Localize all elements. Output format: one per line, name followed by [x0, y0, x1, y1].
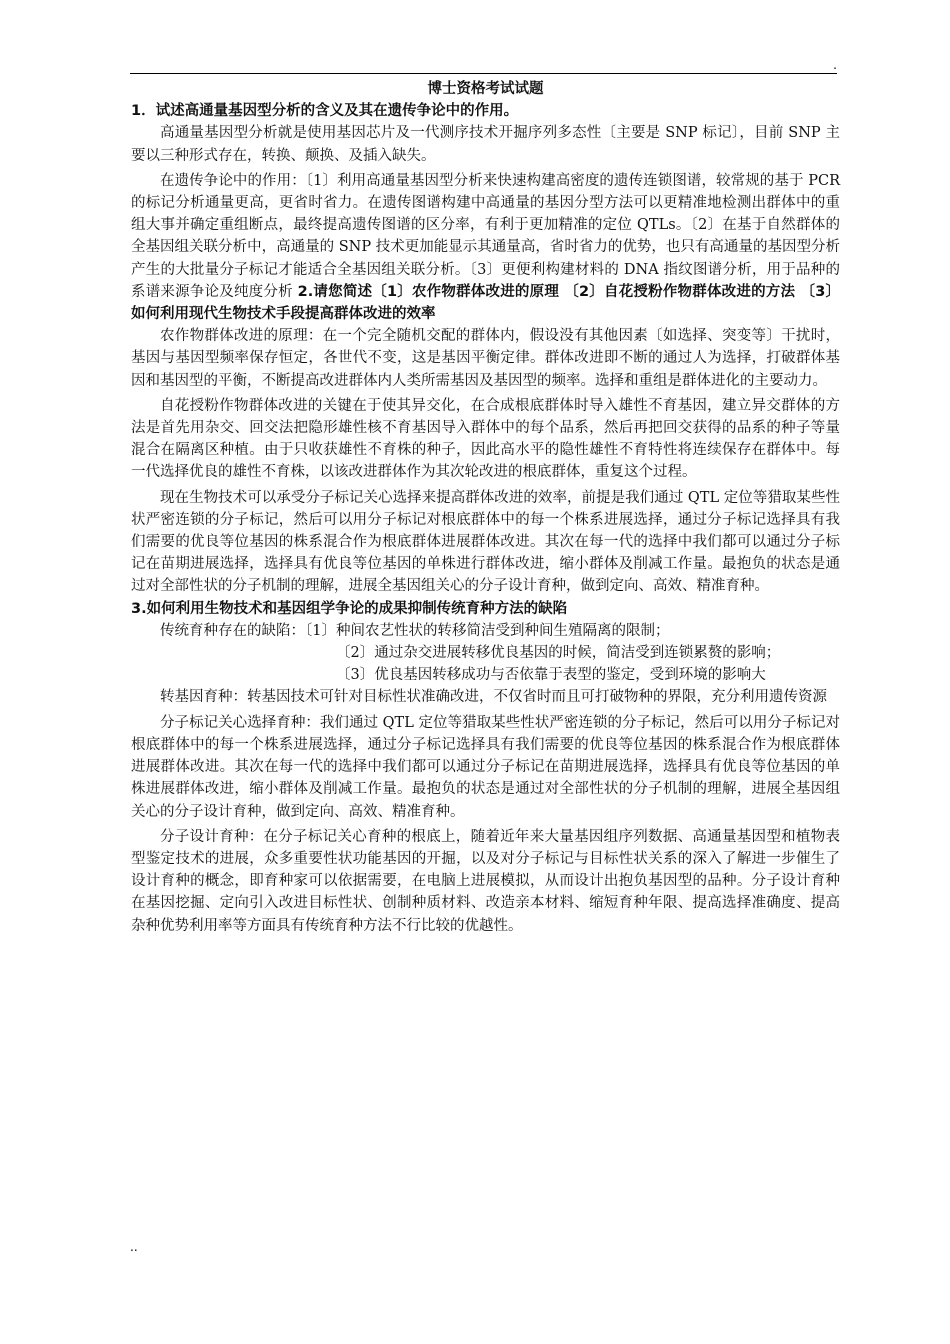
q2-paragraph-selfing: 自花授粉作物群体改进的关键在于使其异交化，在合成根底群体时导入雄性不育基因，建立异交群体的方法是首先用杂交、回交法把隐形雄性核不育基因导入群体中的每个品系，然后再把回交获得的品系的种子等量混合在隔离区种植。由于只收获雄性不育株的种子，因此高水平的隐性雄性不育特性将连续保存在群体中。每一代选择优良的雄性不育株，以该改进群体作为其次轮改进的根底群体，重复这个过程。: [131, 397, 840, 481]
question-3-heading: 3.如何利用生物技术和基因组学争论的成果抑制传统育种方法的缺陷: [131, 600, 568, 617]
document-title: 博士资格考试试题: [427, 81, 544, 97]
document-body: [131, 78, 840, 937]
q3-paragraph-mas: 分子标记关心选择育种：我们通过 QTL 定位等猎取某些性状严密连锁的分子标记，然后可以用分子标记对根底群体中的每一个株系进展选择，通过分子标记选择具有我们需要的优良等位基因的株系混合作为根底群体进展群体改进。其次在每一代的选择中我们都可以通过分子标记在苗期进展选择，选择具有优良等位基因的单株进展群体改进，缩小群体及削减工作量。最抱负的状态是通过对全部性状的分子机制的理解，进展全基因组关心的分子设计育种，做到定向、高效、精准育种。: [131, 714, 840, 820]
q2-paragraph-principle: 农作物群体改进的原理：在一个完全随机交配的群体内，假设没有其他因素〔如选择、突变等〕干扰时，基因与基因型频率保存恒定，各世代不变，这是基因平衡定律。群体改进即不断的通过人为选择，打破群体基因和基因型的平衡，不断提高改进群体内人类所需基因及基因型的频率。选择和重组是群体进化的主要动力。: [131, 328, 840, 389]
q2-paragraph-biotech: 现在生物技术可以承受分子标记关心选择来提高群体改进的效率，前提是我们通过 QTL 定位等猎取某些性状严密连锁的分子标记，然后可以用分子标记对根底群体中的每一个株系进展选择，通过分子标记选择具有我们需要的优良等位基因的株系混合作为根底群体进展群体改进。其次在每一代的选择中我们都可以通过分子标记在苗期进展选择，选择具有优良等位基因的单株进行群体改进，缩小群体及削减工作量。最抱负的状态是通过对全部性状的分子机制的理解，进展全基因组关心的分子设计育种，做到定向、高效、精准育种。: [131, 489, 840, 595]
question-2-heading: 2.请您简述〔1〕农作物群体改进的原理 〔2〕自花授粉作物群体改进的方法 〔3〕如何利用现代生物技术手段提高群体改进的效率: [131, 283, 840, 323]
question-1-heading: 1．试述高通量基因型分析的含义及其在遗传争论中的作用。: [131, 103, 519, 120]
q3-defect-2: 〔2〕通过杂交进展转移优良基因的时候，简洁受到连锁累赘的影响；: [336, 645, 781, 662]
q3-defect-3: 〔3〕优良基因转移成功与否依靠于表型的鉴定，受到环境的影响大: [336, 667, 766, 684]
q3-paragraph-transgenic: 转基因育种：转基因技术可针对目标性状准确改进，不仅省时而且可打破物种的界限，充分利用遗传资源: [160, 689, 827, 706]
q1-paragraph-definition: 高通量基因型分析就是使用基因芯片及一代测序技术开掘序列多态性〔主要是 SNP 标记〕，目前 SNP 主要以三种形式存在，转换、颠换、及插入缺失。: [131, 125, 840, 164]
q3-defect-1: 传统育种存在的缺陷：〔1〕种间农艺性状的转移简洁受到种间生殖隔离的限制；: [160, 622, 670, 639]
q3-paragraph-design: 分子设计育种：在分子标记关心育种的根底上，随着近年来大量基因组序列数据、高通量基因型和植物表型鉴定技术的进展，众多重要性状功能基因的开掘，以及对分子标记与目标性状关系的深入了解进一步催生了设计育种的概念，即育种家可以依据需要，在电脑上进展模拟，从而设计出抱负基因型的品种。分子设计育种在基因挖掘、定向引入改进目标性状、创制种质材料、改造亲本材料、缩短育种年限、提高选择准确度、提高杂种优势利用率等方面具有传统育种方法不行比较的优越性。: [131, 828, 840, 934]
header-mark: .: [833, 58, 837, 72]
q1-paragraph-role: [131, 170, 840, 325]
q1-paragraph-role-text: 在遗传争论中的作用：〔1〕利用高通量基因型分析来快速构建高密度的遗传连锁图谱，较常规的基于 PCR 的标记分析通量更高，更省时省力。在遗传图谱构建中高通量的基因分型方法可以更精准地检测出群体中的重组大事并确定重组断点，最终提高遗传图谱的区分率，有利于更加精准的定位 QTLs。〔2〕在基于自然群体的全基因组关联分析中，高通量的 SNP 技术更加能显示其通量高，省时省力的优势，也只有高通量的基因型分析产生的大批量分子标记才能适合全基因组关联分析。〔3〕更便利构建材料的 DNA 指纹图谱分析，用于品种的系谱来源争论及纯度分析: [131, 172, 840, 300]
footer-mark: ..: [130, 1240, 138, 1254]
header-rule: [130, 73, 837, 74]
